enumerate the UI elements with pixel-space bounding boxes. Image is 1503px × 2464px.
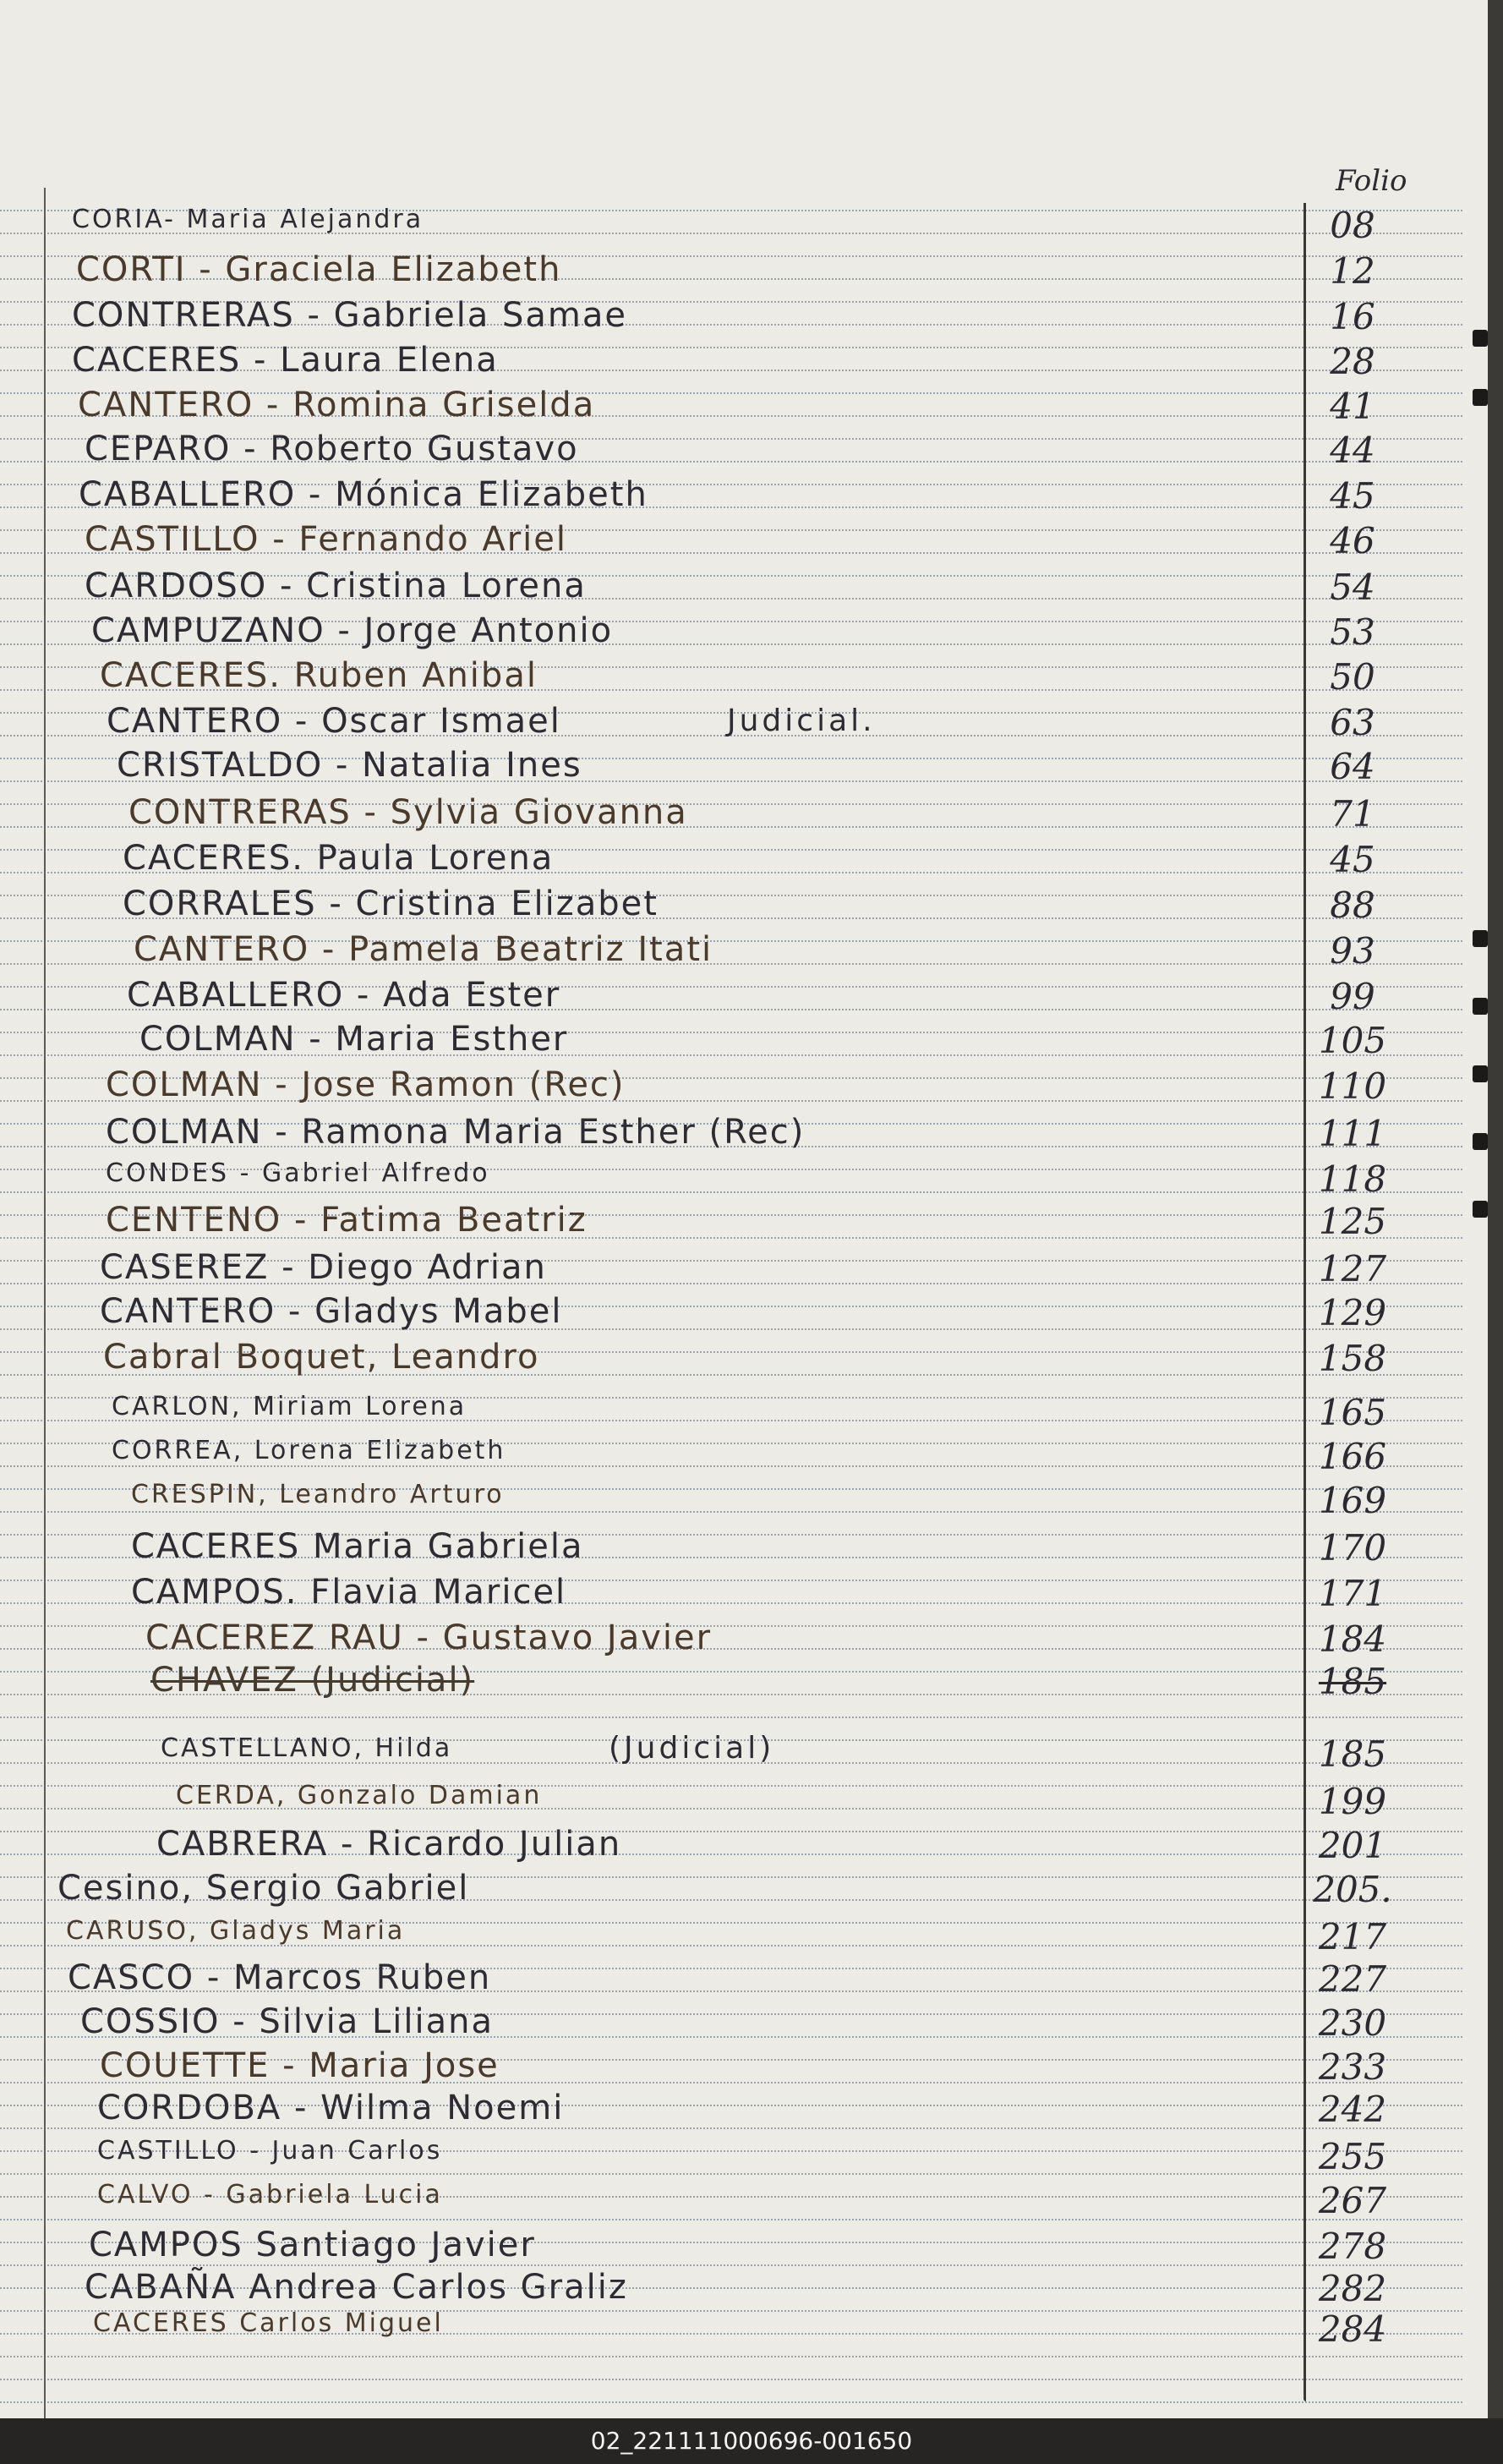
entry-folio: 44 (1330, 430, 1375, 471)
entry-name: CARLON, Miriam Lorena (112, 1392, 467, 1421)
ruled-line (0, 2264, 1462, 2266)
entry-folio: 129 (1318, 1292, 1387, 1333)
entry-name: CONDES - Gabriel Alfredo (106, 1158, 490, 1188)
entry-folio: 267 (1318, 2180, 1387, 2221)
left-margin-line (44, 188, 46, 2418)
entry-name: CORDOBA - Wilma Noemi (97, 2089, 565, 2127)
entry-name: CACERES Maria Gabriela (131, 1527, 584, 1566)
entry-name: CAMPOS Santiago Javier (89, 2226, 536, 2264)
entry-folio: 227 (1318, 1958, 1387, 2000)
entry-folio: 158 (1318, 1338, 1387, 1379)
ruled-line (0, 2219, 1462, 2220)
entry-name: CASEREZ - Diego Adrian (100, 1248, 547, 1287)
binder-hole (1473, 1065, 1488, 1082)
entry-name: CABAÑA Andrea Carlos Graliz (85, 2268, 628, 2307)
entry-folio: 127 (1318, 1248, 1387, 1289)
entry-name: COSSIO - Silvia Liliana (80, 2002, 494, 2041)
entry-name: Cabral Boquet, Leandro (103, 1338, 540, 1377)
entry-folio: 284 (1318, 2308, 1387, 2350)
entry-name: CHAVEZ (Judicial) (150, 1661, 475, 1700)
entry-folio: 54 (1330, 567, 1375, 608)
entry-name: CACEREZ RAU - Gustavo Javier (145, 1618, 713, 1657)
entry-name: CONTRERAS - Gabriela Samae (72, 296, 628, 335)
entry-folio: 71 (1330, 793, 1375, 835)
entry-folio: 41 (1330, 386, 1375, 427)
entry-name: CASCO - Marcos Ruben (68, 1958, 492, 1997)
binder-hole (1473, 330, 1488, 347)
entry-name: CORTI - Graciela Elizabeth (76, 250, 562, 289)
entry-name: CALVO - Gabriela Lucia (97, 2180, 443, 2209)
ruled-line (0, 2379, 1462, 2380)
entry-folio: 99 (1330, 976, 1375, 1017)
entry-folio: 201 (1318, 1825, 1387, 1866)
entry-name: CANTERO - Pamela Beatriz Itati (134, 930, 713, 969)
entry-folio: 105 (1318, 1020, 1387, 1061)
entry-name: CORIA- Maria Alejandra (72, 205, 424, 234)
entry-folio: 242 (1318, 2089, 1387, 2130)
binder-hole (1473, 930, 1488, 947)
entry-folio: 185 (1318, 1661, 1387, 1702)
entry-name: CASTELLANO, Hilda (161, 1733, 453, 1763)
entry-folio: 110 (1318, 1065, 1387, 1107)
entry-name: CACERES. Ruben Anibal (100, 656, 538, 695)
entry-folio: 169 (1318, 1480, 1387, 1521)
entry-folio: 278 (1318, 2226, 1387, 2267)
entry-name: CORRALES - Cristina Elizabet (123, 884, 659, 923)
entry-folio: 12 (1330, 250, 1375, 292)
entry-folio: 88 (1330, 884, 1375, 926)
entry-name: CRISTALDO - Natalia Ines (117, 746, 582, 785)
entry-folio: 16 (1330, 296, 1375, 337)
entry-name: CANTERO - Gladys Mabel (100, 1292, 563, 1331)
ruled-line (0, 2173, 1462, 2175)
entry-name: CASTILLO - Fernando Ariel (85, 520, 568, 559)
image-caption: 02_221111000696-001650 (0, 2418, 1503, 2464)
entry-folio: 53 (1330, 611, 1375, 653)
entry-folio: 255 (1318, 2136, 1387, 2177)
ruled-line (0, 1511, 1462, 1513)
entry-name: CACERES - Laura Elena (72, 341, 499, 380)
entry-folio: 185 (1318, 1733, 1387, 1775)
entry-name: CENTENO - Fatima Beatriz (106, 1201, 588, 1240)
ruled-line (0, 1717, 1462, 1718)
ruled-line (0, 1465, 1462, 1467)
folio-column-header: Folio (1336, 164, 1407, 198)
entry-name: CAMPOS. Flavia Maricel (131, 1573, 567, 1612)
entry-name: CANTERO - Oscar Ismael (107, 702, 561, 741)
entry-name: CANTERO - Romina Griselda (78, 386, 596, 424)
binder-hole (1473, 1133, 1488, 1150)
entry-folio: 166 (1318, 1436, 1387, 1477)
entry-folio: 165 (1318, 1392, 1387, 1433)
entry-folio: 184 (1318, 1618, 1387, 1660)
entry-folio: 63 (1330, 702, 1375, 743)
entry-folio: 282 (1318, 2268, 1387, 2309)
entry-name: CEPARO - Roberto Gustavo (85, 430, 579, 468)
entry-folio: 46 (1330, 520, 1375, 561)
entry-folio: 50 (1330, 656, 1375, 698)
entry-note: Judicial. (727, 704, 876, 738)
entry-folio: 171 (1318, 1573, 1387, 1614)
entry-folio: 45 (1330, 839, 1375, 880)
ruled-line (0, 1191, 1462, 1193)
entry-name: CAMPUZANO - Jorge Antonio (91, 611, 614, 650)
entry-folio: 28 (1330, 341, 1375, 382)
entry-name: Cesino, Sergio Gabriel (57, 1869, 470, 1908)
entry-name: CASTILLO - Juan Carlos (97, 2136, 443, 2166)
entry-name: COLMAN - Ramona Maria Esther (Rec) (106, 1113, 806, 1152)
entry-name: CONTRERAS - Sylvia Giovanna (128, 793, 688, 832)
entry-folio: 08 (1330, 205, 1375, 246)
entry-name: CERDA, Gonzalo Damian (176, 1781, 543, 1810)
entry-folio: 64 (1330, 746, 1375, 787)
entry-folio: 118 (1318, 1158, 1387, 1200)
entry-folio: 205. (1313, 1869, 1392, 1910)
entry-name: CARUSO, Gladys Maria (66, 1916, 406, 1946)
entry-folio: 125 (1318, 1201, 1387, 1242)
entry-name: CARDOSO - Cristina Lorena (85, 567, 587, 605)
entry-note: (Judicial) (609, 1731, 775, 1766)
binder-hole (1473, 1201, 1488, 1218)
ruled-line (0, 2356, 1462, 2357)
entry-name: CORREA, Lorena Elizabeth (112, 1436, 506, 1465)
entry-folio: 230 (1318, 2002, 1387, 2044)
entry-name: CABRERA - Ricardo Julian (156, 1825, 622, 1864)
entry-name: COLMAN - Maria Esther (139, 1020, 569, 1059)
ruled-line (0, 2401, 1462, 2403)
entry-name: CABALLERO - Ada Ester (127, 976, 561, 1015)
binder-hole (1473, 998, 1488, 1015)
entry-folio: 45 (1330, 475, 1375, 517)
entry-name: COLMAN - Jose Ramon (Rec) (106, 1065, 626, 1104)
entry-folio: 93 (1330, 930, 1375, 972)
binder-hole (1473, 389, 1488, 406)
ruled-line (0, 2127, 1462, 2129)
entry-folio: 199 (1318, 1781, 1387, 1822)
entry-folio: 170 (1318, 1527, 1387, 1569)
entry-name: CACERES Carlos Miguel (93, 2308, 444, 2338)
entry-folio: 111 (1318, 1113, 1387, 1154)
entry-name: CRESPIN, Leandro Arturo (131, 1480, 505, 1509)
entry-name: CABALLERO - Mónica Elizabeth (79, 475, 648, 514)
entry-folio: 233 (1318, 2046, 1387, 2088)
entry-name: CACERES. Paula Lorena (123, 839, 555, 878)
entry-name: COUETTE - Maria Jose (100, 2046, 500, 2085)
entry-folio: 217 (1318, 1916, 1387, 1958)
